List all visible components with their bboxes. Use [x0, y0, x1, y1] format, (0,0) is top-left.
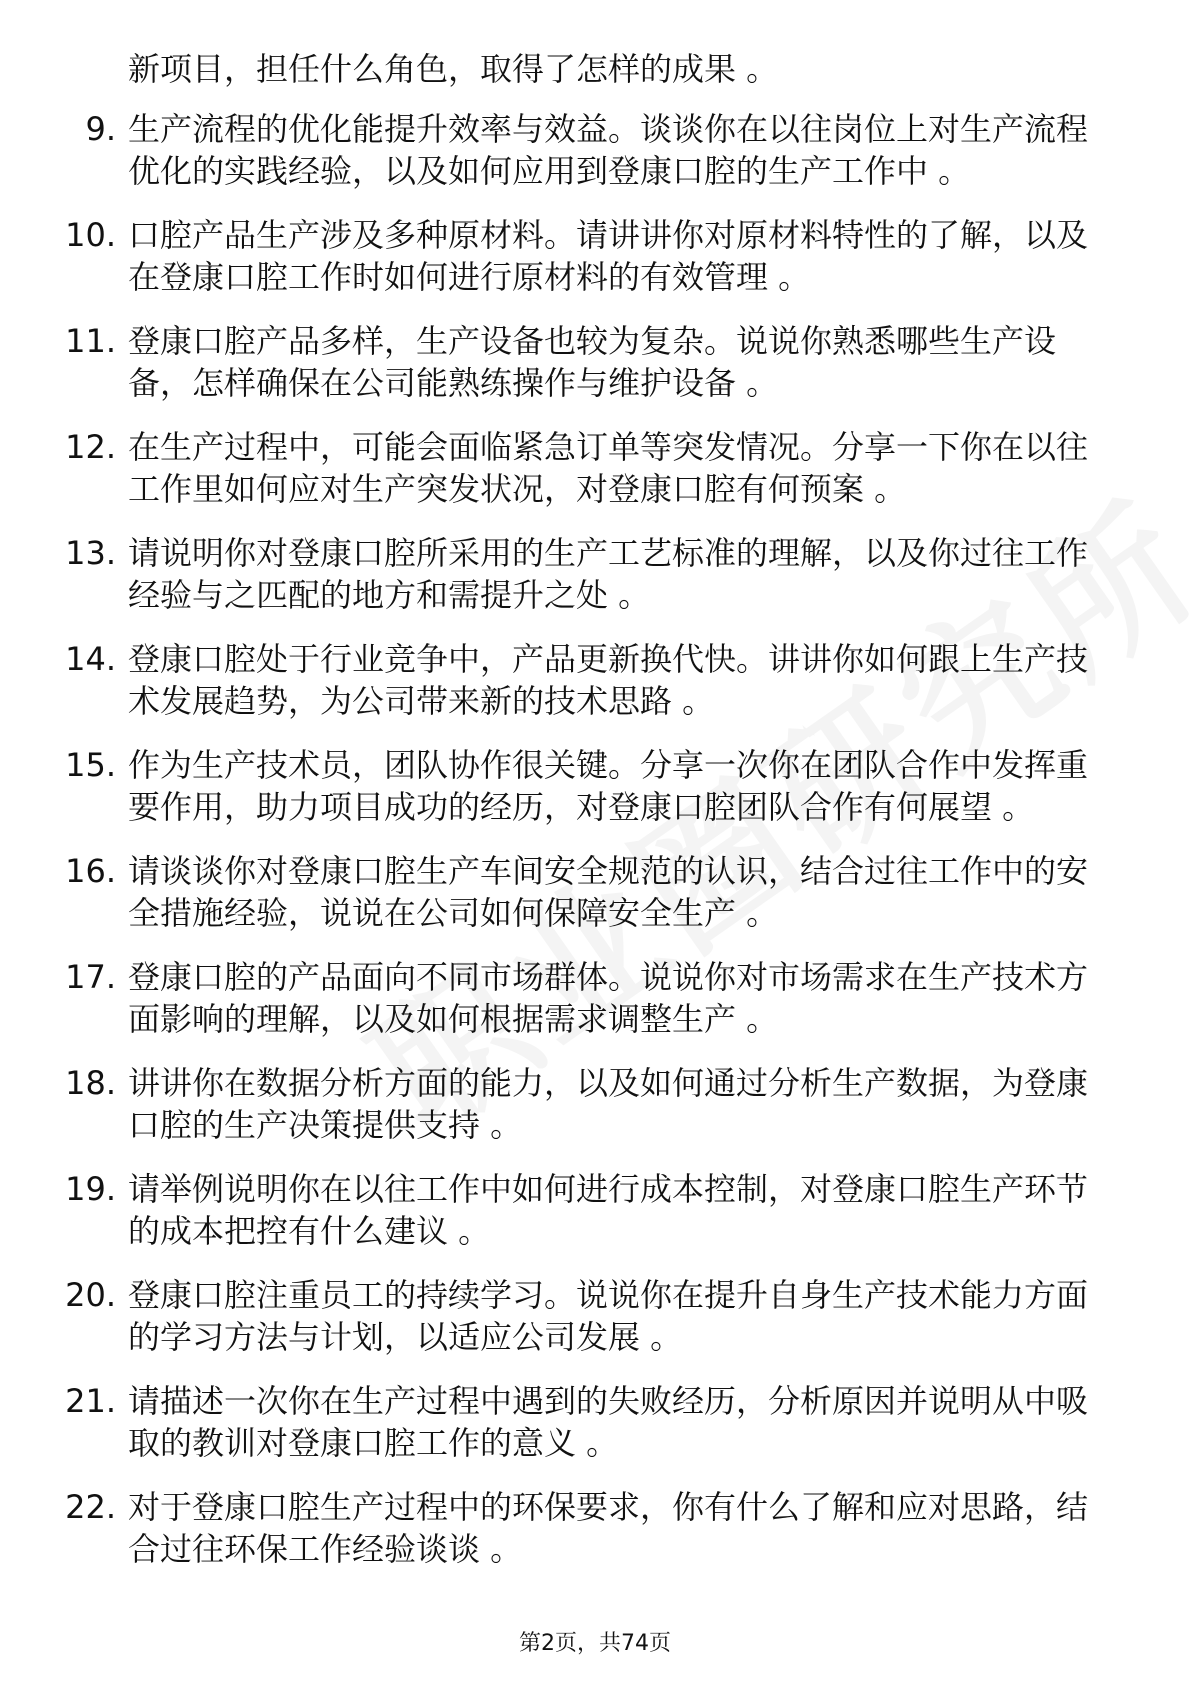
question-number: 12. — [65, 428, 116, 466]
question-text: 请描述一次你在生产过程中遇到的失败经历，分析原因并说明从中吸取的教训对登康口腔工作的意义 。 — [128, 1382, 1089, 1462]
question-text: 登康口腔注重员工的持续学习。说说你在提升自身生产技术能力方面的学习方法与计划，以适应公司发展 。 — [128, 1276, 1089, 1356]
question-text: 登康口腔产品多样，生产设备也较为复杂。说说你熟悉哪些生产设备，怎样确保在公司能熟练操作与维护设备 。 — [128, 322, 1057, 402]
question-item — [65, 1062, 1118, 1146]
question-number: 19. — [65, 1170, 116, 1208]
question-text: 作为生产技术员，团队协作很关键。分享一次你在团队合作中发挥重要作用，助力项目成功的经历，对登康口腔团队合作有何展望 。 — [128, 746, 1089, 826]
question-number: 22. — [65, 1488, 116, 1526]
question-number: 15. — [65, 746, 116, 784]
question-number: 16. — [65, 852, 116, 890]
question-number: 17. — [65, 958, 116, 996]
question-number: 21. — [65, 1382, 116, 1420]
document-body — [0, 48, 1190, 1592]
question-item — [65, 532, 1118, 616]
question-number: 9. — [85, 110, 116, 148]
question-item — [65, 1486, 1118, 1570]
question-item — [65, 214, 1118, 298]
question-number: 18. — [65, 1064, 116, 1102]
page-footer — [0, 1626, 1190, 1657]
question-item — [65, 638, 1118, 722]
question-text: 生产流程的优化能提升效率与效益。谈谈你在以往岗位上对生产流程优化的实践经验，以及如何应用到登康口腔的生产工作中 。 — [128, 110, 1089, 190]
question-text: 请谈谈你对登康口腔生产车间安全规范的认识，结合过往工作中的安全措施经验，说说在公司如何保障安全生产 。 — [128, 852, 1089, 932]
question-text: 请说明你对登康口腔所采用的生产工艺标准的理解，以及你过往工作经验与之匹配的地方和需提升之处 。 — [128, 534, 1089, 614]
page-number-label: 第2页，共74页 — [519, 1631, 671, 1656]
question-number: 20. — [65, 1276, 116, 1314]
question-text: 请举例说明你在以往工作中如何进行成本控制，对登康口腔生产环节的成本把控有什么建议 。 — [128, 1170, 1089, 1250]
question-item — [65, 956, 1118, 1040]
question-item — [65, 744, 1118, 828]
question-number: 13. — [65, 534, 116, 572]
question-item — [65, 1274, 1118, 1358]
continuation-text: 新项目，担任什么角色，取得了怎样的成果 。 — [128, 50, 779, 88]
question-text: 口腔产品生产涉及多种原材料。请讲讲你对原材料特性的了解，以及在登康口腔工作时如何进行原材料的有效管理 。 — [128, 216, 1089, 296]
question-number: 11. — [65, 322, 116, 360]
question-text: 在生产过程中，可能会面临紧急订单等突发情况。分享一下你在以往工作里如何应对生产突发状况，对登康口腔有何预案 。 — [128, 428, 1089, 508]
question-item — [65, 426, 1118, 510]
question-text: 登康口腔的产品面向不同市场群体。说说你对市场需求在生产技术方面影响的理解，以及如何根据需求调整生产 。 — [128, 958, 1089, 1038]
question-text: 对于登康口腔生产过程中的环保要求，你有什么了解和应对思路，结合过往环保工作经验谈谈 。 — [128, 1488, 1089, 1568]
question-item — [65, 1168, 1118, 1252]
question-number: 14. — [65, 640, 116, 678]
question-text: 讲讲你在数据分析方面的能力，以及如何通过分析生产数据，为登康口腔的生产决策提供支持 。 — [128, 1064, 1089, 1144]
question-item — [65, 850, 1118, 934]
question-item — [65, 1380, 1118, 1464]
question-item — [85, 108, 1118, 192]
question-item — [65, 320, 1118, 404]
question-number: 10. — [65, 216, 116, 254]
question-text: 登康口腔处于行业竞争中，产品更新换代快。讲讲你如何跟上生产技术发展趋势，为公司带来新的技术思路 。 — [128, 640, 1089, 720]
